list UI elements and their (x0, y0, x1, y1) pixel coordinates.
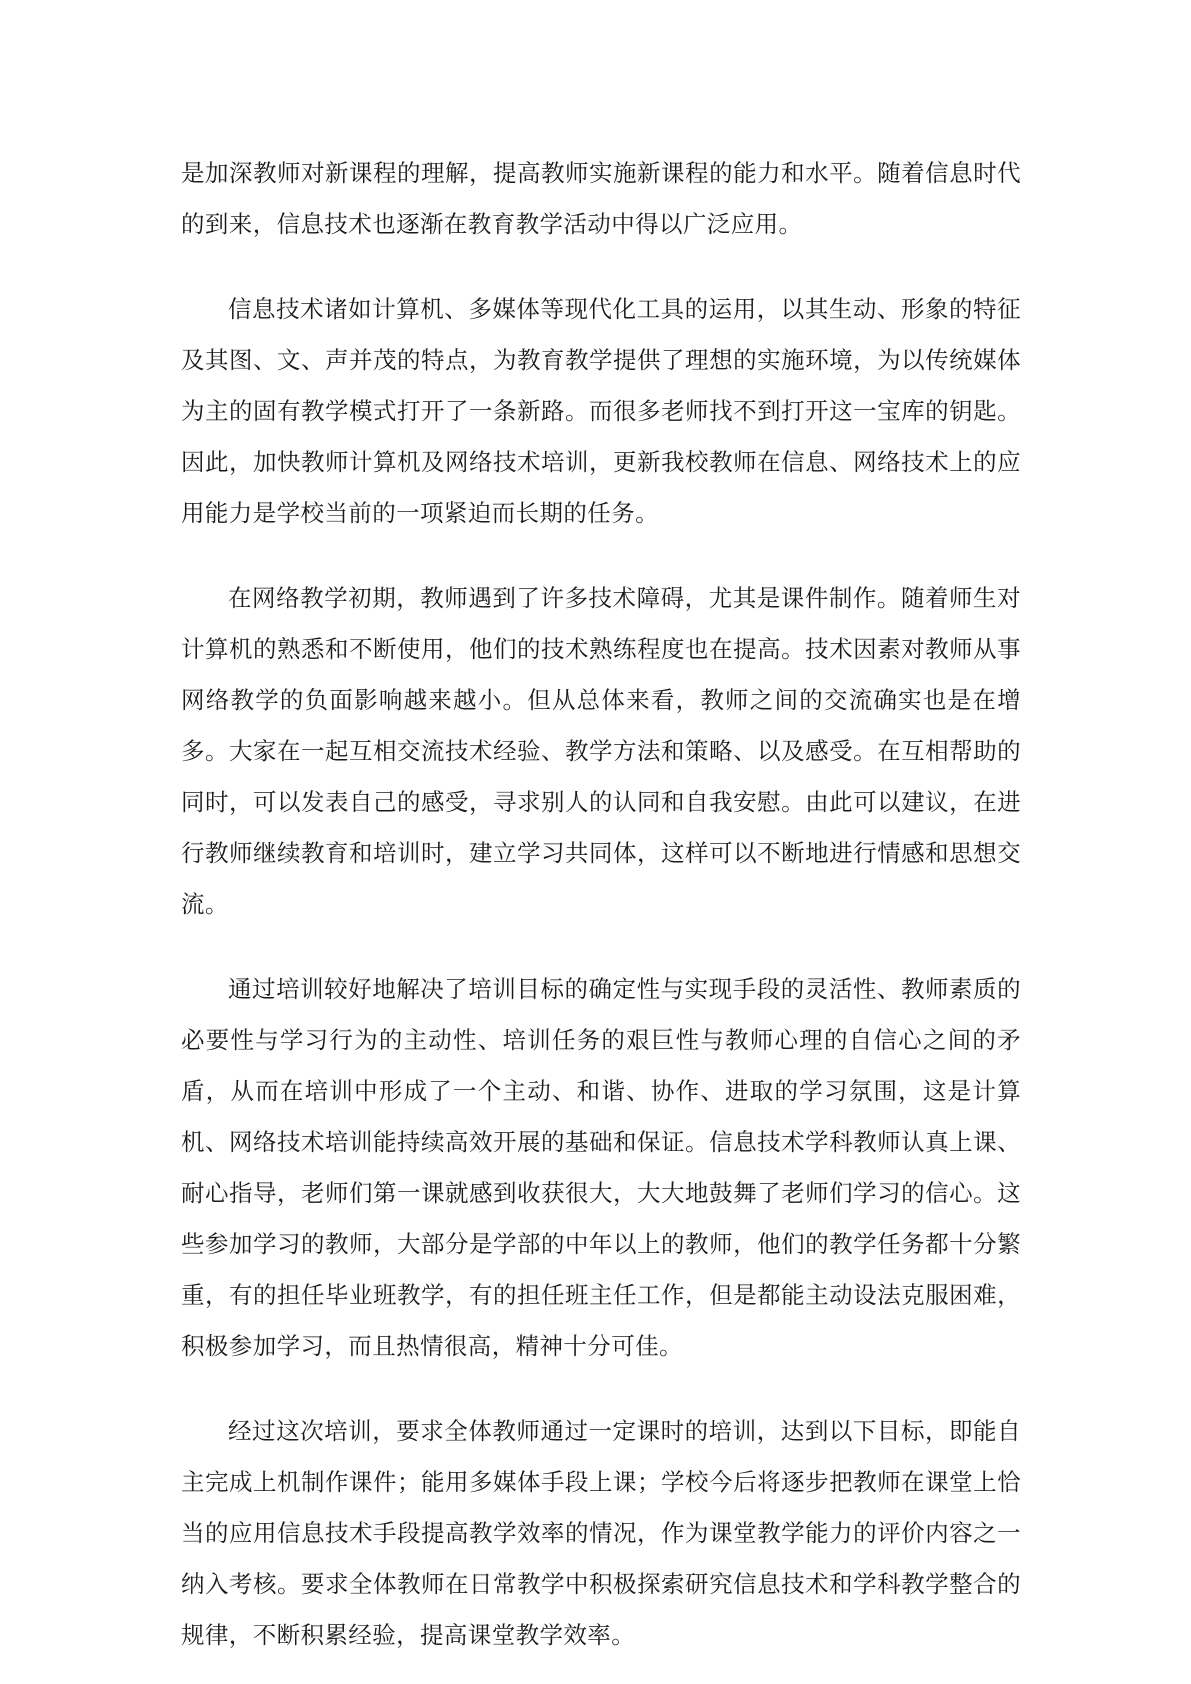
paragraph-5: 经过这次培训，要求全体教师通过一定课时的培训，达到以下目标，即能自主完成上机制作课件；能用多媒体手段上课；学校今后将逐步把教师在课堂上恰当的应用信息技术手段提高教学效率的情况，作为课堂教学能力的评价内容之一纳入考核。要求全体教师在日常教学中积极探索研究信息技术和学科教学整合的规律，不断积累经验，提高课堂教学效率。 (181, 1417, 1021, 1649)
paragraph-1: 是加深教师对新课程的理解，提高教师实施新课程的能力和水平。随着信息时代的到来，信息技术也逐渐在教育教学活动中得以广泛应用。 (181, 159, 1021, 238)
paragraph-3: 在网络教学初期，教师遇到了许多技术障碍，尤其是课件制作。随着师生对计算机的熟悉和不断使用，他们的技术熟练程度也在提高。技术因素对教师从事网络教学的负面影响越来越小。但从总体来看，教师之间的交流确实也是在增多。大家在一起互相交流技术经验、教学方法和策略、以及感受。在互相帮助的同时，可以发表自己的感受，寻求别人的认同和自我安慰。由此可以建议，在进行教师继续教育和培训时，建立学习共同体，这样可以不断地进行情感和思想交流。 (181, 584, 1021, 918)
document-body (181, 148, 1021, 1661)
paragraph-4: 通过培训较好地解决了培训目标的确定性与实现手段的灵活性、教师素质的必要性与学习行为的主动性、培训任务的艰巨性与教师心理的自信心之间的矛盾，从而在培训中形成了一个主动、和谐、协作、进取的学习氛围，这是计算机、网络技术培训能持续高效开展的基础和保证。信息技术学科教师认真上课、耐心指导，老师们第一课就感到收获很大，大大地鼓舞了老师们学习的信心。这些参加学习的教师，大部分是学部的中年以上的教师，他们的教学任务都十分繁重，有的担任毕业班教学，有的担任班主任工作，但是都能主动设法克服困难，积极参加学习，而且热情很高，精神十分可佳。 (181, 975, 1021, 1360)
paragraph-2: 信息技术诸如计算机、多媒体等现代化工具的运用，以其生动、形象的特征及其图、文、声并茂的特点，为教育教学提供了理想的实施环境，为以传统媒体为主的固有教学模式打开了一条新路。而很多老师找不到打开这一宝库的钥匙。因此，加快教师计算机及网络技术培训，更新我校教师在信息、网络技术上的应用能力是学校当前的一项紧迫而长期的任务。 (181, 295, 1021, 527)
